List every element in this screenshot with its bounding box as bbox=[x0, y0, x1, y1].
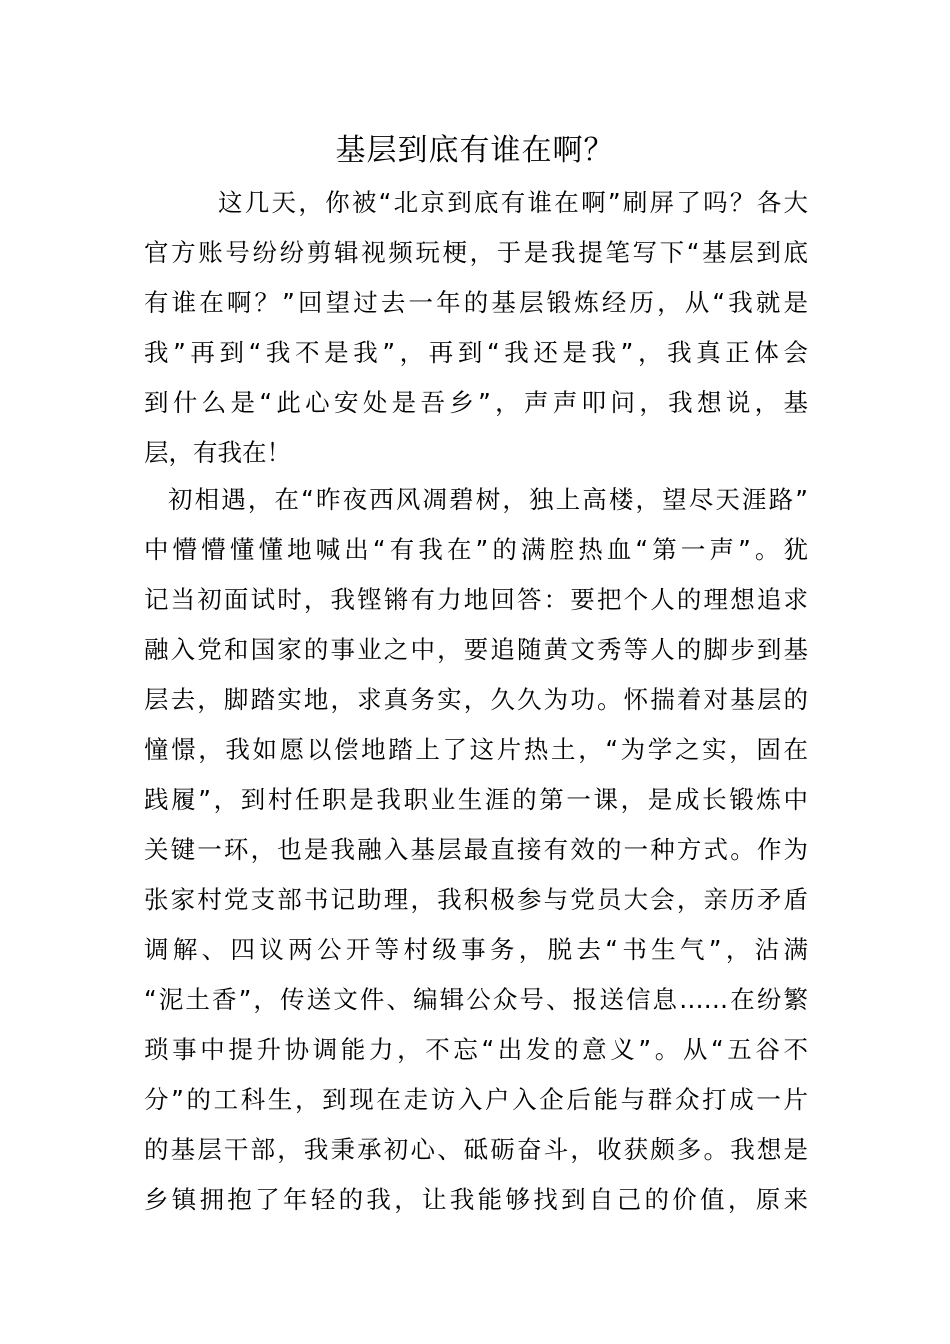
paragraph-line: 中懵懵懂懂地喊出“有我在”的满腔热血“第一声”。犹 bbox=[144, 535, 808, 564]
paragraph-line: 层，有我在！ bbox=[144, 438, 291, 467]
paragraph-2 bbox=[144, 475, 808, 1225]
paragraph-line: 有谁在啊？”回望过去一年的基层锻炼经历，从“我就是 bbox=[144, 288, 808, 317]
paragraph-line: 融入党和国家的事业之中，要追随黄文秀等人的脚步到基 bbox=[144, 635, 808, 664]
paragraph-line: 调解、四议两公开等村级事务，脱去“书生气”，沾满 bbox=[144, 935, 808, 964]
paragraph-1 bbox=[144, 178, 808, 478]
paragraph-line: 张家村党支部书记助理，我积极参与党员大会，亲历矛盾 bbox=[144, 885, 808, 914]
paragraph-line: 乡镇拥抱了年轻的我，让我能够找到自己的价值，原来 bbox=[144, 1185, 808, 1214]
paragraph-line: 的基层干部，我秉承初心、砥砺奋斗，收获颇多。我想是 bbox=[144, 1135, 808, 1164]
paragraph-line: 到什么是“此心安处是吾乡”，声声叩问，我想说，基 bbox=[144, 388, 808, 417]
paragraph-line: 这几天，你被“北京到底有谁在啊”刷屏了吗？各大 bbox=[218, 188, 808, 217]
paragraph-line: 分”的工科生，到现在走访入户入企后能与群众打成一片 bbox=[144, 1085, 808, 1114]
paragraph-line: 官方账号纷纷剪辑视频玩梗，于是我提笔写下“基层到底 bbox=[144, 238, 808, 267]
paragraph-line: 我”再到“我不是我”，再到“我还是我”，我真正体会 bbox=[144, 338, 808, 367]
document-title: 基层到底有谁在啊？ bbox=[335, 133, 615, 168]
paragraph-line: 琐事中提升协调能力，不忘“出发的意义”。从“五谷不 bbox=[144, 1035, 808, 1064]
paragraph-line: 憧憬，我如愿以偿地踏上了这片热土，“为学之实，固在 bbox=[144, 735, 808, 764]
paragraph-line: “泥土香”，传送文件、编辑公众号、报送信息……在纷繁 bbox=[144, 985, 808, 1014]
paragraph-line: 记当初面试时，我铿锵有力地回答：要把个人的理想追求 bbox=[144, 585, 808, 614]
paragraph-line: 初相遇，在“昨夜西风凋碧树，独上高楼，望尽天涯路” bbox=[168, 485, 808, 514]
paragraph-line: 关键一环，也是我融入基层最直接有效的一种方式。作为 bbox=[144, 835, 808, 864]
paragraph-line: 践履”，到村任职是我职业生涯的第一课，是成长锻炼中 bbox=[144, 785, 808, 814]
paragraph-line: 层去，脚踏实地，求真务实，久久为功。怀揣着对基层的 bbox=[144, 685, 808, 714]
